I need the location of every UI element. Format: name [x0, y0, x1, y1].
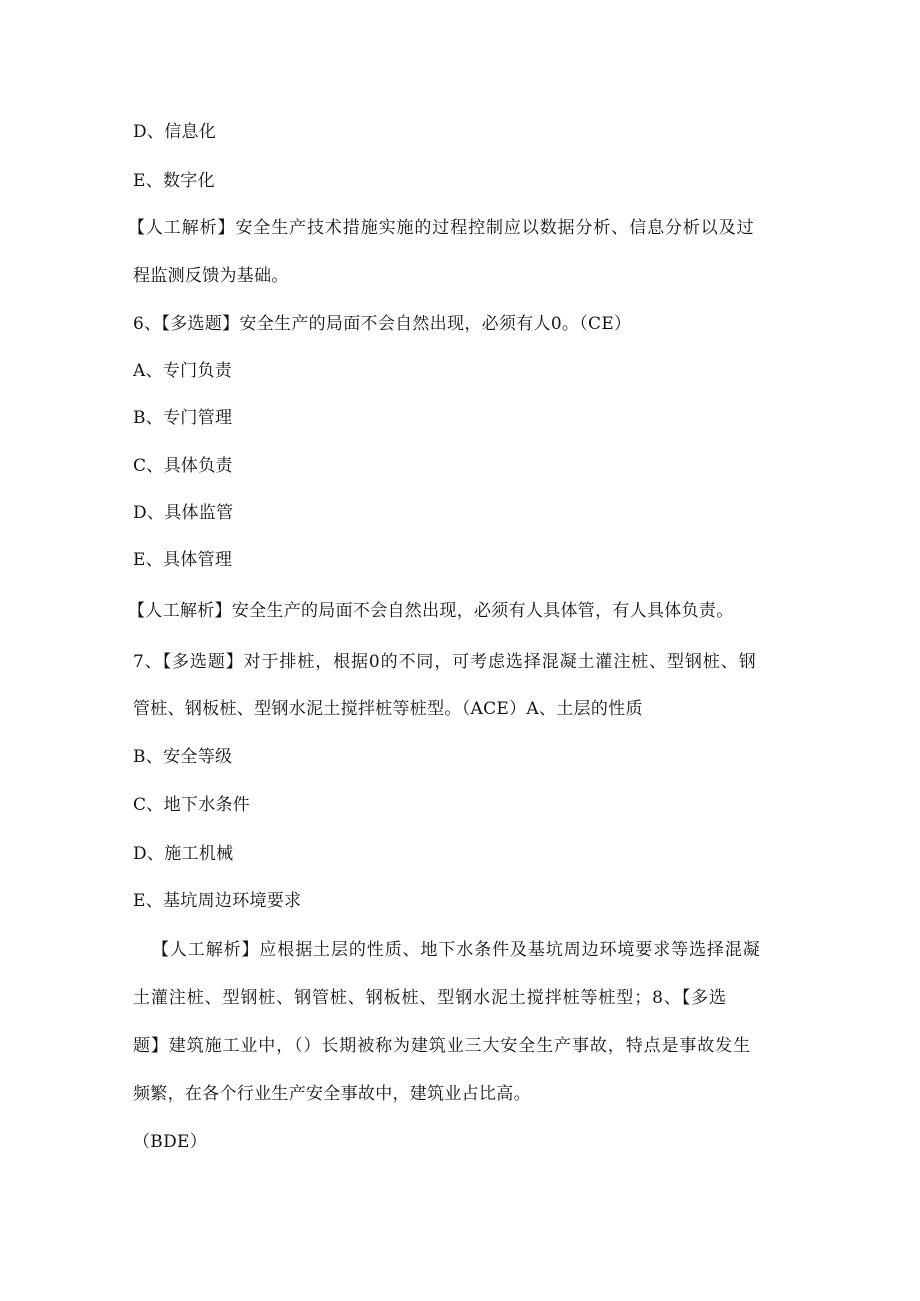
option-b-line: B、安全等级	[133, 747, 233, 767]
analysis-line: 【人工解析】安全生产技术措施实施的过程控制应以数据分析、信息分析以及过	[128, 218, 755, 238]
option-e-line: E、具体管理	[133, 550, 233, 570]
question-line: 管桩、钢板桩、型钢水泥土搅拌桩等桩型。（ACE）A、土层的性质	[133, 699, 643, 719]
analysis-line: 程监测反馈为基础。	[133, 266, 289, 286]
question-line: 6、【多选题】安全生产的局面不会自然出现，必须有人0。（CE）	[133, 314, 632, 334]
option-c-line: C、具体负责	[133, 456, 233, 476]
question-line: 题】建筑施工业中，（）长期被称为建筑业三大安全生产事故，特点是事故发生	[133, 1036, 751, 1056]
option-e-line: E、数字化	[133, 171, 215, 191]
option-d-line: D、信息化	[133, 122, 217, 142]
answer-line: （BDE）	[133, 1132, 208, 1152]
option-d-line: D、具体监管	[133, 503, 234, 523]
option-a-line: A、专门负责	[133, 361, 233, 381]
analysis-line: 【人工解析】安全生产的局面不会自然出现，必须有人具体管，有人具体负责。	[128, 601, 734, 621]
option-b-line: B、专门管理	[133, 408, 233, 428]
analysis-line: 土灌注桩、型钢桩、钢管桩、钢板桩、型钢水泥土搅拌桩等桩型；8、【多选	[133, 988, 727, 1008]
analysis-line: 【人工解析】应根据土层的性质、地下水条件及基坑周边环境要求等选择混凝	[152, 940, 761, 960]
option-c-line: C、地下水条件	[133, 795, 251, 815]
option-e-line: E、基坑周边环境要求	[133, 891, 302, 911]
question-line: 频繁，在各个行业生产安全事故中，建筑业占比高。	[133, 1084, 531, 1104]
option-d-line: D、施工机械	[133, 844, 234, 864]
question-line: 7、【多选题】对于排桩，根据0的不同，可考虑选择混凝土灌注桩、型钢桩、钢	[133, 652, 757, 672]
